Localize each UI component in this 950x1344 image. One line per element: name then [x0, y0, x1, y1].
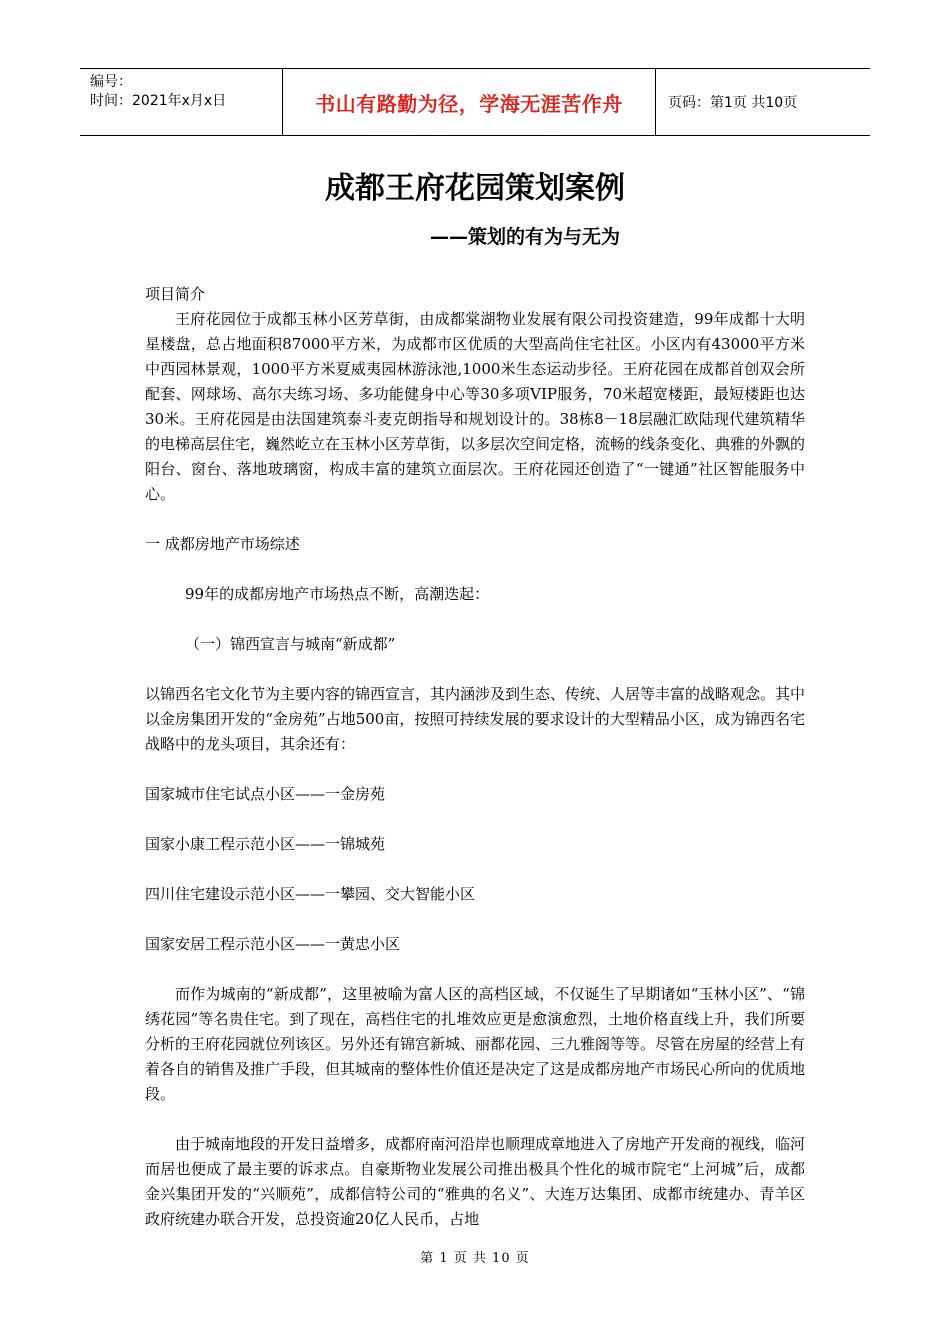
market-heading: 一 成都房地产市场综述 — [145, 535, 300, 553]
list-item: 国家城市住宅试点小区——一金房苑 — [145, 785, 386, 803]
header-meta — [80, 69, 282, 135]
south-paragraph: 而作为城南的“新成都”，这里被喻为富人区的高档区域，不仅诞生了早期诸如“玉林小区”、“锦绣花园”等名贵住宅。到了现在，高档住宅的扎堆效应更是愈演愈烈，土地价格直线上升，我们所要分析的王府花园就位列该区。另外还有锦宫新城、丽都花园、三九雅阁等等。尽管在房屋的经营上有着各自的销售及推广手段，但其城南的整体性价值还是决定了这是成都房地产市场民心所向的优质地段。 — [145, 985, 806, 1103]
list-item: 国家小康工程示范小区——一锦城苑 — [145, 835, 386, 853]
market-intro: 99年的成都房地产市场热点不断，高潮迭起： — [185, 585, 490, 603]
number-label: 编号： — [90, 74, 132, 90]
time-label: 时间：2021年x月x日 — [90, 93, 227, 109]
river-paragraph: 由于城南地段的开发日益增多，成都府南河沿岸也顺理成章地进入了房地产开发商的视线，临河而居也便成了最主要的诉求点。自豪斯物业发展公司推出极具个性化的城市院宅“上河城”后，成都金兴集团开发的“兴顺苑”，成都信特公司的“雅典的名义”、大连万达集团、成都市统建办、青羊区政府统建办联合开发，总投资逾20亿人民币，占地 — [145, 1135, 806, 1228]
document-title: 成都王府花园策划案例 — [325, 171, 625, 206]
header-page-info: 页码：第1页 共10页 — [668, 95, 798, 111]
document-body — [145, 282, 805, 1232]
intro-heading: 项目简介 — [145, 285, 206, 303]
header-motto: 书山有路勤为径，学海无涯苦作舟 — [282, 69, 656, 135]
page-footer: 第 1 页 共 10 页 — [420, 1251, 530, 1266]
sub1-heading: （一）锦西宣言与城南“新成都” — [185, 635, 396, 653]
list-item: 四川住宅建设示范小区——一攀园、交大智能小区 — [145, 885, 476, 903]
intro-paragraph: 王府花园位于成都玉林小区芳草街，由成都棠湖物业发展有限公司投资建造，99年成都十大明星楼盘，总占地面积87000平方米，为成都市区优质的大型高尚住宅社区。小区内有43000平方米中西园林景观，1000平方米夏威夷园林游泳池,1000米生态运动步径。王府花园在成都首创双会所配套、网球场、高尔夫练习场、多功能健身中心等30多项VIP服务，70米超宽楼距，最短楼距也达30米。王府花园是由法国建筑泰斗麦克朗指导和规划设计的。38栋8－18层融汇欧陆现代建筑精华的电梯高层住宅，巍然屹立在玉林小区芳草街，以多层次空间定格，流畅的线条变化、典雅的外飘的阳台、窗台、落地玻璃窗，构成丰富的建筑立面层次。王府花园还创造了“一键通”社区智能服务中心。 — [145, 310, 806, 503]
sub1-paragraph: 以锦西名宅文化节为主要内容的锦西宣言，其内涵涉及到生态、传统、人居等丰富的战略观念。其中以金房集团开发的“金房苑”占地500亩，按照可持续发展的要求设计的大型精品小区，成为锦西名宅战略中的龙头项目，其余还有： — [145, 685, 806, 753]
header-table — [80, 68, 870, 136]
list-item: 国家安居工程示范小区——一黄忠小区 — [145, 935, 401, 953]
document-subtitle: ——策划的有为与无为 — [429, 226, 620, 248]
